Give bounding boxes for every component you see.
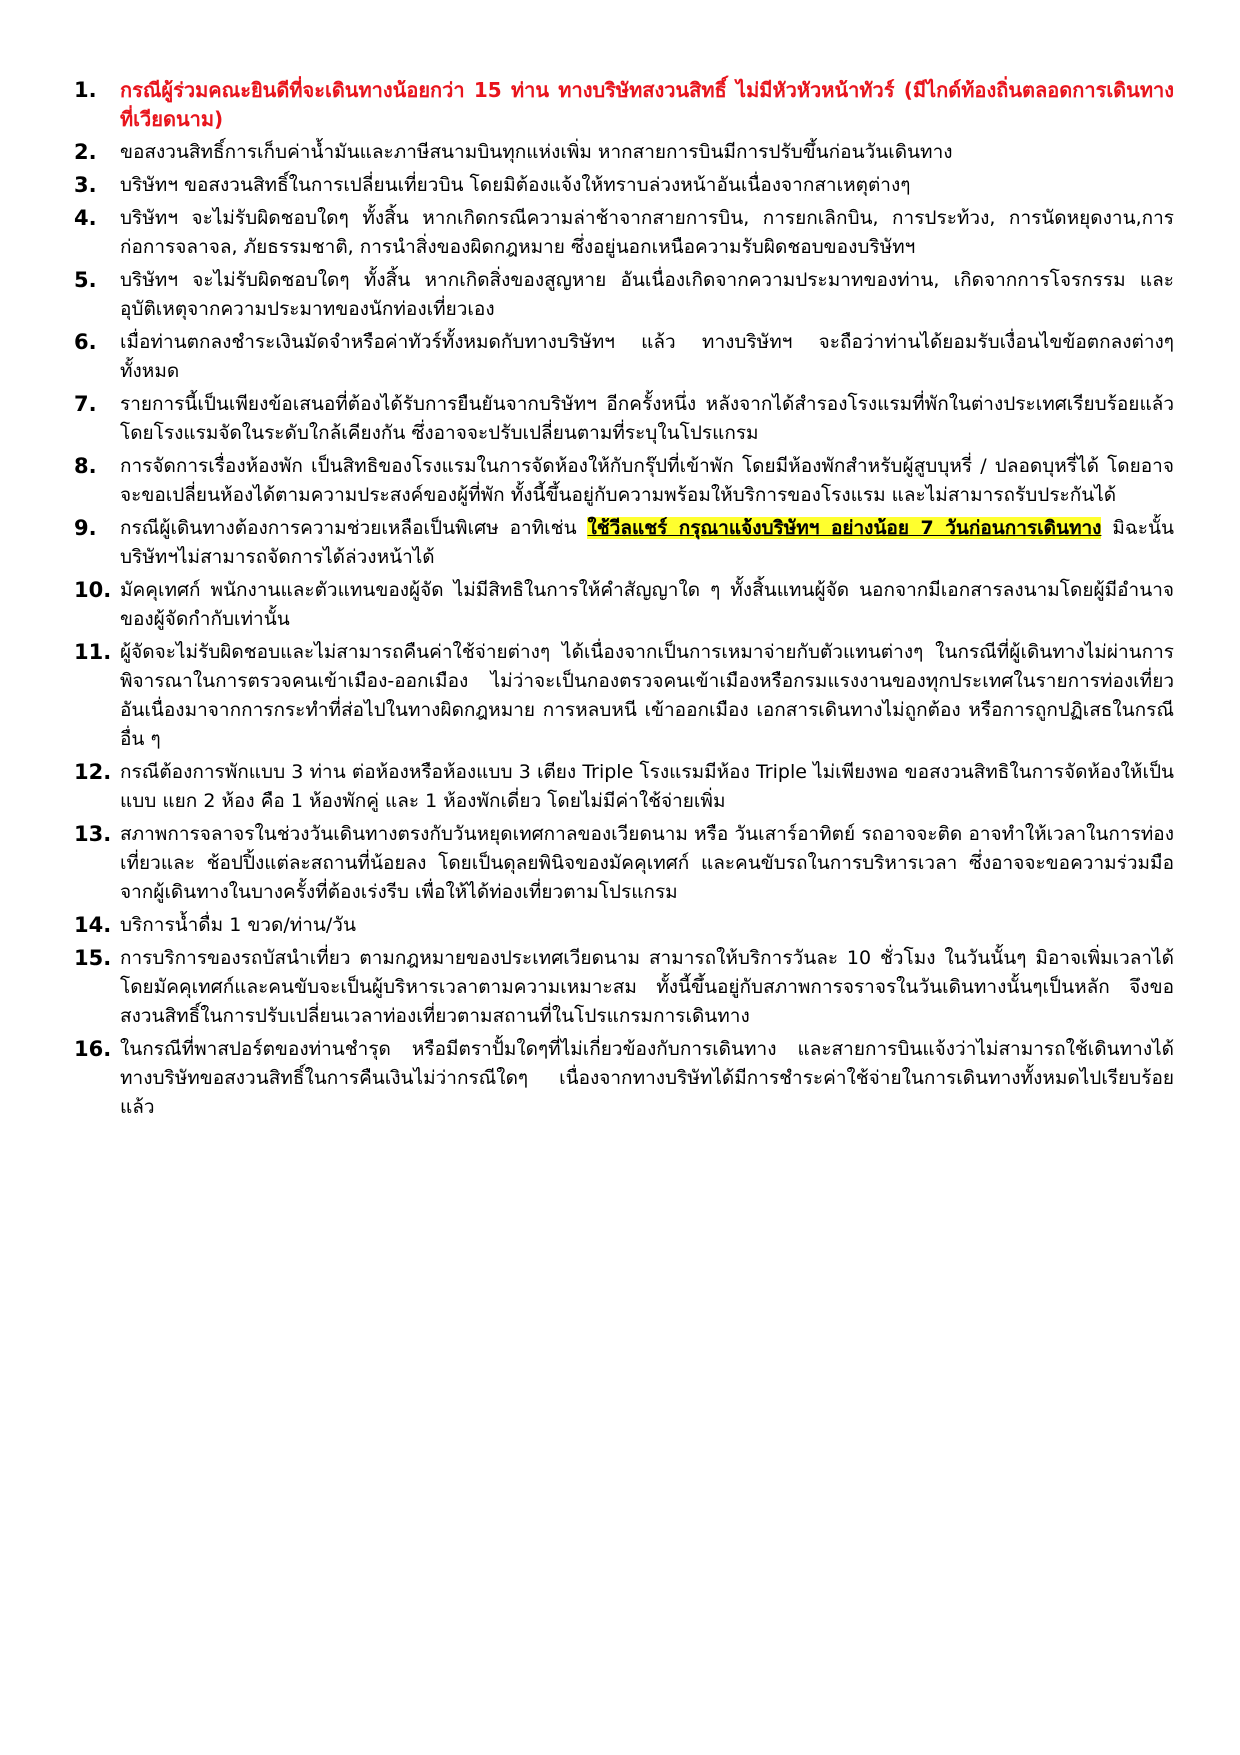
item-text: บริษัทฯ จะไม่รับผิดชอบใดๆ ทั้งสิ้น หากเกิดกรณีความล่าช้าจากสายการบิน, การยกเลิกบิน, การประท้วง, การนัดหยุดงาน,การก่อการจลาจล, ภัยธรรมชาติ, การนำสิ่งของผิดกฎหมาย ซึ่งอยู่นอกเหนือความรับผิดชอบของบริษัทฯ [120,207,1174,258]
item-number: 9. [74,516,97,540]
item-text: สภาพการจลาจรในช่วงวันเดินทางตรงกับวันหยุดเทศกาลของเวียดนาม หรือ วันเสาร์อาทิตย์ รถอาจจะติด อาจทำให้เวลาในการท่องเที่ยวและ ช้อปปิ้งแต่ละสถานที่น้อยลง โดยเป็นดุลยพินิจของมัคคุเทศก์ และคนขับรถในการบริหารเวลา ซึ่งอาจจะขอความร่วมมือจากผู้เดินทางในบางครั้งที่ต้องเร่งรีบ เพื่อให้ได้ท่องเที่ยวตามโปรแกรม [120,823,1174,903]
list-item [74,266,1174,324]
item-number: 14. [74,913,112,937]
item-text [120,514,1174,572]
list-item [74,911,1174,940]
item-text: มัคคุเทศก์ พนักงานและตัวแทนของผู้จัด ไม่มีสิทธิในการให้คำสัญญาใด ๆ ทั้งสิ้นแทนผู้จัด นอกจากมีเอกสารลงนามโดยผู้มีอำนาจของผู้จัดกำกับเท่านั้น [120,579,1174,630]
list-item [74,390,1174,448]
item-number: 3. [74,173,97,197]
item-number: 8. [74,454,97,478]
item-number: 2. [74,140,97,164]
item-text: ในกรณีที่พาสปอร์ตของท่านชำรุด หรือมีตราปั้มใดๆที่ไม่เกี่ยวข้องกับการเดินทาง และสายการบินแจ้งว่าไม่สามารถใช้เดินทางได้ ทางบริษัทขอสงวนสิทธิ์ในการคืนเงินไม่ว่ากรณีใดๆ เนื่องจากทางบริษัทได้มีการชำระค่าใช้จ่ายในการเดินทางทั้งหมดไปเรียบร้อยแล้ว [120,1038,1174,1118]
item-text: กรณีต้องการพักแบบ 3 ท่าน ต่อห้องหรือห้องแบบ 3 เตียง Triple โรงแรมมีห้อง Triple ไม่เพียงพอ ขอสงวนสิทธิในการจัดห้องให้เป็นแบบ แยก 2 ห้อง คือ 1 ห้องพักคู่ และ 1 ห้องพักเดี่ยว โดยไม่มีค่าใช้จ่ายเพิ่ม [120,761,1174,812]
list-item [74,328,1174,386]
item-number: 6. [74,330,97,354]
list-item [74,452,1174,510]
list-item [74,514,1174,572]
list-item [74,944,1174,1031]
list-item [74,758,1174,816]
list-item [74,138,1174,167]
item-text: ขอสงวนสิทธิ์การเก็บค่าน้ำมันและภาษีสนามบินทุกแห่งเพิ่ม หากสายการบินมีการปรับขึ้นก่อนวันเดินทาง [120,141,953,163]
item-text: รายการนี้เป็นเพียงข้อเสนอที่ต้องได้รับการยืนยันจากบริษัทฯ อีกครั้งหนึ่ง หลังจากได้สำรองโรงแรมที่พักในต่างประเทศเรียบร้อยแล้ว โดยโรงแรมจัดในระดับใกล้เคียงกัน ซึ่งอาจจะปรับเปลี่ยนตามที่ระบุในโปรแกรม [120,393,1174,444]
list-item [74,76,1174,134]
list-item [74,1035,1174,1122]
item-text-before: กรณีผู้เดินทางต้องการความช่วยเหลือเป็นพิเศษ อาทิเช่น [120,517,588,539]
list-item [74,820,1174,907]
item-text: กรณีผู้ร่วมคณะยินดีที่จะเดินทางน้อยกว่า 15 ท่าน ทางบริษัทสงวนสิทธิ์ ไม่มีหัวหัวหน้าทัวร์ (มีไกด์ท้องถิ่นตลอดการเดินทางที่เวียดนาม) [120,78,1174,131]
item-text: เมื่อท่านตกลงชำระเงินมัดจำหรือค่าทัวร์ทั้งหมดกับทางบริษัทฯ แล้ว ทางบริษัทฯ จะถือว่าท่านได้ยอมรับเงื่อนไขข้อตกลงต่างๆ ทั้งหมด [120,331,1174,382]
item-text: บริษัทฯ ขอสงวนสิทธิ์ในการเปลี่ยนเที่ยวบิน โดยมิต้องแจ้งให้ทราบล่วงหน้าอันเนื่องจากสาเหตุต่างๆ [120,174,911,196]
item-text: การจัดการเรื่องห้องพัก เป็นสิทธิของโรงแรมในการจัดห้องให้กับกรุ๊ปที่เข้าพัก โดยมีห้องพักสำหรับผู้สูบบุหรี่ / ปลอดบุหรี่ได้ โดยอาจจะขอเปลี่ยนห้องได้ตามความประสงค์ของผู้ที่พัก ทั้งนี้ขึ้นอยู่กับความพร้อมให้บริการของโรงแรม และไม่สามารถรับประกันได้ [120,455,1174,506]
item-text: ผู้จัดจะไม่รับผิดชอบและไม่สามารถคืนค่าใช้จ่ายต่างๆ ได้เนื่องจากเป็นการเหมาจ่ายกับตัวแทนต่างๆ ในกรณีที่ผู้เดินทางไม่ผ่านการพิจารณาในการตรวจคนเข้าเมือง-ออกเมือง ไม่ว่าจะเป็นกองตรวจคนเข้าเมืองหรือกรมแรงงานของทุกประเทศในรายการท่องเที่ยว อันเนื่องมาจากการกระทำที่ส่อไปในทางผิดกฎหมาย การหลบหนี เข้าออกเมือง เอกสารเดินทางไม่ถูกต้อง หรือการถูกปฏิเสธในกรณีอื่น ๆ [120,641,1174,750]
list-item [74,171,1174,200]
item-number: 16. [74,1037,112,1061]
item-number: 13. [74,822,112,846]
item-number: 5. [74,268,97,292]
item-number: 12. [74,760,112,784]
list-item [74,204,1174,262]
conditions-list [74,76,1174,1126]
item-number: 10. [74,578,112,602]
list-item [74,638,1174,754]
item-text: บริษัทฯ จะไม่รับผิดชอบใดๆ ทั้งสิ้น หากเกิดสิ่งของสูญหาย อันเนื่องเกิดจากความประมาทของท่าน, เกิดจากการโจรกรรม และ อุบัติเหตุจากความประมาทของนักท่องเที่ยวเอง [120,269,1174,320]
item-number: 1. [74,78,97,102]
item-number: 15. [74,946,112,970]
highlighted-text: ใช้วีลแชร์ กรุณาแจ้งบริษัทฯ อย่างน้อย 7 วันก่อนการเดินทาง [587,517,1102,539]
list-item [74,576,1174,634]
item-text: การบริการของรถบัสนำเที่ยว ตามกฎหมายของประเทศเวียดนาม สามารถให้บริการวันละ 10 ชั่วโมง ในวันนั้นๆ มิอาจเพิ่มเวลาได้ โดยมัคคุเทศก์และคนขับจะเป็นผู้บริหารเวลาตามความเหมาะสม ทั้งนี้ขึ้นอยู่กับสภาพการจราจรในวันเดินทางนั้นๆเป็นหลัก จึงขอสงวนสิทธิ์ในการปรับเปลี่ยนเวลาท่องเที่ยวตามสถานที่ในโปรแกรมการเดินทาง [120,947,1174,1027]
item-number: 7. [74,392,97,416]
item-text: บริการน้ำดื่ม 1 ขวด/ท่าน/วัน [120,914,356,936]
item-text-after: มิฉะนั้นบริษัทฯไม่สามารถจัดการได้ล่วงหน้าได้ [120,517,1174,568]
item-number: 4. [74,206,97,230]
item-number: 11. [74,640,112,664]
